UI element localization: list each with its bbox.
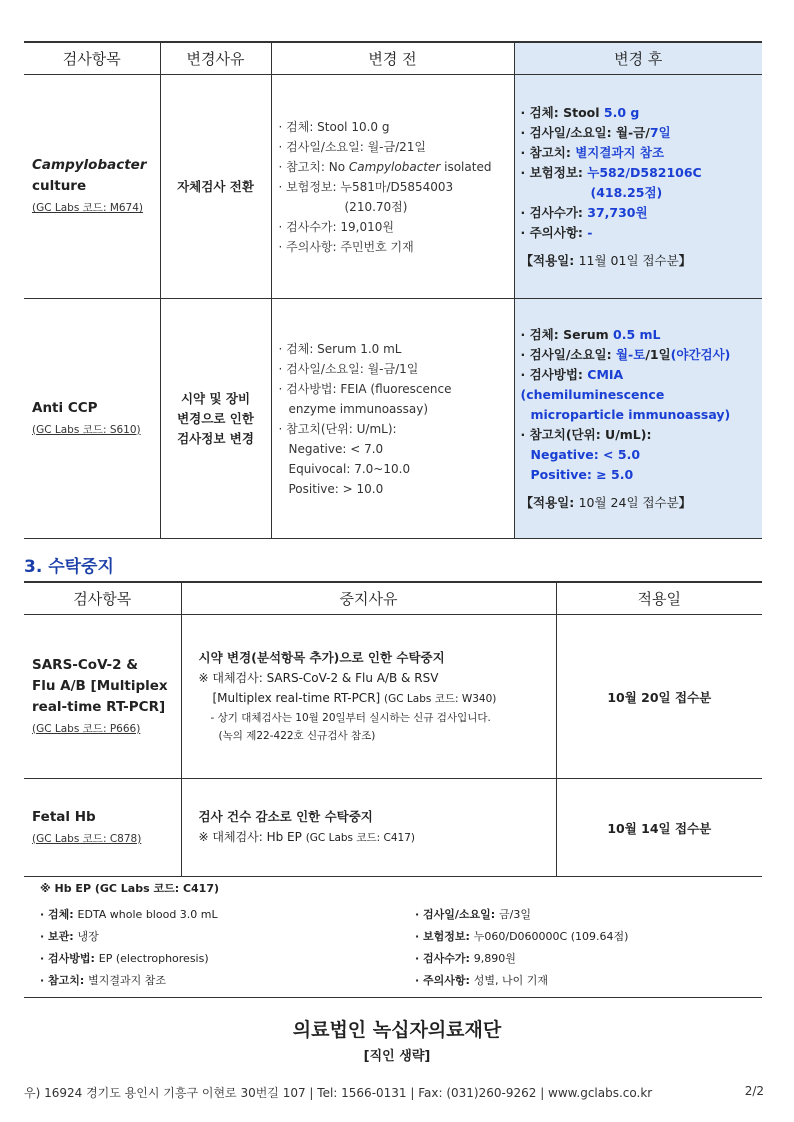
after-changed: 0.5 mL <box>613 326 661 342</box>
after-changed: (418.25점) <box>590 184 663 200</box>
header-before: 변경 전 <box>271 42 514 75</box>
section-title: 3. 수탁중지 <box>24 557 114 577</box>
hb-ep-item <box>415 972 755 988</box>
before-line: · 검사수가: 19,010원 <box>278 219 394 234</box>
organization-name: 의료법인 녹십자의료재단 <box>292 1019 502 1041</box>
test-name: real-time RT-PCR] <box>32 698 166 715</box>
after-changed: 누582/D582106C <box>587 164 702 180</box>
after-text: · 검사수가: <box>520 204 588 220</box>
stop-line: ※ 대체검사: SARS-CoV-2 & Flu A/B & RSV <box>198 671 439 685</box>
hb-ep-item <box>40 906 415 922</box>
after-line: · 참고치(단위: U/mL): <box>520 426 652 442</box>
header-item: 검사항목 <box>24 42 160 75</box>
before-line: · 검사방법: FEIA (fluorescence <box>278 381 452 396</box>
hb-ep-item <box>415 928 755 944</box>
after-changed: Negative: < 5.0 <box>530 446 641 462</box>
test-name: Fetal Hb <box>32 808 96 825</box>
test-name: Flu A/B [Multiplex <box>32 677 168 694</box>
header-item: 검사항목 <box>24 582 181 615</box>
stop-line <box>199 688 556 709</box>
reason-text: 자체검사 전환 <box>177 178 254 194</box>
before-line: Negative: < 7.0 <box>288 441 384 456</box>
before-line: · 참고치(단위: U/mL): <box>278 421 397 436</box>
header-apply-date: 적용일 <box>556 582 762 615</box>
before-text: · 참고치: No <box>278 159 349 174</box>
hb-key: · 보험정보: <box>415 930 474 943</box>
hb-ep-item <box>40 928 415 944</box>
stop-reason-title: 검사 건수 감소로 인한 수탁중지 <box>198 809 373 824</box>
stop-line: - 상기 대체검사는 10월 20일부터 실시하는 신규 검사입니다. <box>210 712 491 724</box>
after-cell <box>514 75 762 299</box>
reason-cell <box>160 75 271 299</box>
test-name: Anti CCP <box>32 399 98 416</box>
before-cell <box>271 75 514 299</box>
apply-date: 10월 14일 접수분 <box>556 779 762 877</box>
footer <box>24 1084 764 1101</box>
hb-value: 누060/D060000C (109.64점) <box>473 930 629 943</box>
apply-date: 10월 20일 접수분 <box>556 615 762 779</box>
before-line: (210.70점) <box>344 199 408 214</box>
note-label: 【적용일: <box>520 252 579 268</box>
apply-date-note <box>521 493 763 513</box>
after-text: · 검체: Stool <box>520 104 604 120</box>
stop-line: (녹의 제22-422호 신규검사 참조) <box>218 730 376 742</box>
reason-text: 검사정보 변경 <box>177 430 254 446</box>
test-name: SARS-CoV-2 & <box>32 656 139 673</box>
hb-value: EP (electrophoresis) <box>98 952 209 965</box>
after-line <box>521 345 763 365</box>
header-after: 변경 후 <box>514 42 762 75</box>
after-changed: 별지결과지 참조 <box>575 144 665 160</box>
hb-key: · 보관: <box>40 930 78 943</box>
stop-reason-cell <box>181 779 556 877</box>
test-item-cell <box>24 615 181 779</box>
after-text: · 검체: Serum <box>520 326 614 342</box>
before-line: · 보험정보: 누581마/D5854003 <box>278 179 454 194</box>
hb-ep-item <box>415 950 755 966</box>
hb-value: 금/3일 <box>499 908 531 921</box>
after-text: · 보험정보: <box>520 164 588 180</box>
hb-ep-info <box>40 880 760 988</box>
hb-ep-grid <box>40 906 760 988</box>
before-line: · 검사일/소요일: 월-금/21일 <box>278 139 427 154</box>
hb-key: · 검사수가: <box>415 952 474 965</box>
test-item-cell <box>24 779 181 877</box>
after-changed: Positive: ≥ 5.0 <box>530 466 634 482</box>
reason-cell <box>160 299 271 539</box>
test-code: (GC Labs 코드: C878) <box>32 832 142 845</box>
hb-key: · 참고치: <box>40 974 89 987</box>
test-code: (GC Labs 코드: S610) <box>32 423 141 436</box>
after-line <box>521 223 763 243</box>
page-number: 2/2 <box>744 1084 764 1098</box>
note-bracket: 】 <box>678 252 692 268</box>
after-changed: 37,730원 <box>587 204 648 220</box>
hb-key: · 검사일/소요일: <box>415 908 500 921</box>
before-line: · 검체: Serum 1.0 mL <box>278 341 402 356</box>
hb-ep-item <box>415 906 755 922</box>
hb-ep-item <box>40 950 415 966</box>
hb-value: EDTA whole blood 3.0 mL <box>77 908 218 921</box>
after-text: · 검사일/소요일: <box>520 346 616 362</box>
hb-value: 냉장 <box>77 930 99 943</box>
header-stop-reason: 중지사유 <box>181 582 556 615</box>
stop-code: (GC Labs 코드: C417) <box>305 832 415 844</box>
hb-key: · 주의사항: <box>415 974 474 987</box>
after-line <box>521 163 763 183</box>
after-text: · 주의사항: <box>520 224 588 240</box>
after-changed: 7일 <box>649 124 671 140</box>
apply-date-note <box>521 251 763 271</box>
hb-ep-title: ※ Hb EP (GC Labs 코드: C417) <box>40 882 220 895</box>
test-name-italic: Campylobacter <box>32 157 147 173</box>
table-row <box>24 779 762 877</box>
after-line <box>521 365 763 405</box>
before-line <box>279 157 514 177</box>
after-text: · 검사일/소요일: 월-금/ <box>520 124 650 140</box>
table-row <box>24 299 762 539</box>
after-line <box>521 143 763 163</box>
divider <box>24 997 762 998</box>
hb-key: · 검체: <box>40 908 78 921</box>
stop-text: ※ 대체검사: Hb EP <box>198 830 306 844</box>
after-text: · 참고치: <box>520 144 576 160</box>
test-code: (GC Labs 코드: P666) <box>32 722 141 735</box>
before-line: · 검체: Stool 10.0 g <box>278 119 390 134</box>
stop-reason-cell <box>181 615 556 779</box>
note-label: 【적용일: <box>520 494 579 510</box>
before-line: enzyme immunoassay) <box>288 401 429 416</box>
hb-ep-item <box>40 972 415 988</box>
reason-text: 시약 및 장비 <box>180 390 251 406</box>
before-cell <box>271 299 514 539</box>
reason-text: 변경으로 인한 <box>177 410 254 426</box>
after-line <box>521 103 763 123</box>
before-italic: Campylobacter <box>348 159 441 174</box>
test-code: (GC Labs 코드: M674) <box>32 202 144 214</box>
after-changed: microparticle immunoassay) <box>530 406 731 422</box>
before-line: · 검사일/소요일: 월-금/1일 <box>278 361 419 376</box>
header-reason: 변경사유 <box>160 42 271 75</box>
change-table <box>24 41 762 539</box>
hb-key: · 검사방법: <box>40 952 99 965</box>
suspension-table <box>24 581 762 877</box>
table-row <box>24 615 762 779</box>
stop-reason-title: 시약 변경(분석항목 추가)으로 인한 수탁중지 <box>198 650 445 665</box>
note-date: 10월 24일 접수분 <box>578 494 679 510</box>
after-changed: (야간검사) <box>670 346 731 362</box>
before-line: · 주의사항: 주민번호 기재 <box>278 239 414 254</box>
test-item-cell <box>24 299 160 539</box>
after-cell <box>514 299 762 539</box>
footer-address: 우) 16924 경기도 용인시 기흥구 이현로 30번길 107 | Tel: 1566-0131 | Fax: (031)260-9262 | www.gclabs.co.kr <box>24 1086 653 1100</box>
after-text: /1일 <box>645 346 671 362</box>
after-text: · 검사방법: <box>520 366 588 382</box>
hb-value: 9,890원 <box>473 952 516 965</box>
stop-code: (GC Labs 코드: W340) <box>384 693 497 705</box>
after-changed: CMIA (chemiluminescence <box>520 366 665 402</box>
after-changed: 5.0 g <box>603 104 640 120</box>
seal-omitted: [직인 생략] <box>363 1049 431 1064</box>
after-changed: 월-토 <box>615 346 646 362</box>
test-item-cell <box>24 75 160 299</box>
before-text: isolated <box>440 159 492 174</box>
after-changed: - <box>587 224 593 240</box>
hb-value: 성별, 나이 기재 <box>473 974 548 987</box>
note-date: 11월 01일 접수분 <box>578 252 679 268</box>
after-line <box>521 203 763 223</box>
before-line: Positive: > 10.0 <box>288 481 384 496</box>
table-row <box>24 75 762 299</box>
before-line: Equivocal: 7.0~10.0 <box>288 461 411 476</box>
test-name: culture <box>32 178 87 194</box>
stop-text: [Multiplex real-time RT-PCR] <box>212 691 385 705</box>
stop-line <box>199 827 556 848</box>
after-line <box>521 325 763 345</box>
after-line <box>521 123 763 143</box>
hb-value: 별지결과지 참조 <box>88 974 167 987</box>
note-bracket: 】 <box>678 494 692 510</box>
